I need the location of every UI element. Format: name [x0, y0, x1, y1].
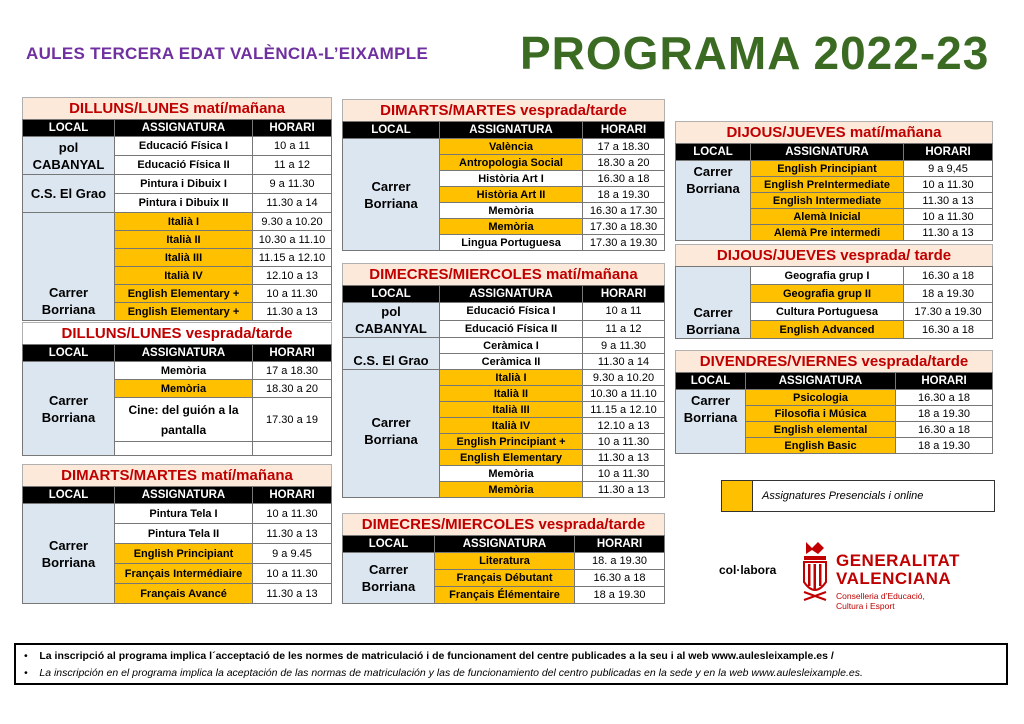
col-assig: ASSIGNATURA [440, 286, 583, 303]
time: 10 a 11 [253, 137, 332, 156]
subject: English PreIntermediate [751, 177, 904, 193]
logo-name-1: GENERALITAT [836, 551, 960, 570]
time: 10 a 11.30 [583, 434, 665, 450]
block-title: DIVENDRES/VIERNES vesprada/tarde [675, 350, 993, 372]
time: 9.30 a 10.20 [253, 213, 332, 231]
local-cell: Carrer Borriana [343, 370, 440, 498]
col-horari: HORARI [896, 373, 993, 390]
subject: Pintura i Dibuix II [115, 194, 253, 213]
block-title: DIJOUS/JUEVES vesprada/ tarde [675, 244, 993, 266]
block-title: DIMARTS/MARTES vesprada/tarde [342, 99, 665, 121]
subject: English Elementary + [115, 285, 253, 303]
block-dilluns-mati [22, 97, 332, 321]
col-assig: ASSIGNATURA [440, 122, 583, 139]
time: 17.30 a 18.30 [583, 219, 665, 235]
subject: English Basic [746, 438, 896, 454]
block-dimecres-vesprada [342, 513, 665, 604]
subject: Italià I [440, 370, 583, 386]
subject: Cine: del guión a la pantalla [115, 398, 253, 442]
time: 10 a 11 [583, 303, 665, 321]
local-cell: Carrer Borriana [23, 362, 115, 456]
time: 17 a 18.30 [253, 362, 332, 380]
legend-text: Assignatures Presencials i online [762, 490, 924, 502]
time: 10.30 a 11.10 [253, 231, 332, 249]
col-local: LOCAL [23, 487, 115, 504]
col-horari: HORARI [904, 144, 993, 161]
subject: Français Intermédiaire [115, 564, 253, 584]
block-dijous-mati [675, 121, 993, 241]
subject: Français Avancé [115, 584, 253, 604]
subject: English Principiant + [440, 434, 583, 450]
col-local: LOCAL [343, 536, 435, 553]
local-cell: Carrer Borriana [676, 267, 751, 339]
subject: Memòria [115, 380, 253, 398]
block-title: DIMARTS/MARTES matí/mañana [22, 464, 332, 486]
subject: València [440, 139, 583, 155]
subject: Français Élémentaire [435, 587, 575, 604]
col-local: LOCAL [676, 144, 751, 161]
block-dimarts-vesprada [342, 99, 665, 251]
time: 9 a 9.45 [253, 544, 332, 564]
time: 16.30 a 18 [896, 422, 993, 438]
col-horari: HORARI [253, 487, 332, 504]
col-horari: HORARI [253, 345, 332, 362]
footer-line-ca: La inscripció al programa implica l´acceptació de les normes de matriculació i de funcionament del centre publicades a la seu i al web www.aulesleixample.es / [39, 650, 834, 662]
time: 18 a 19.30 [904, 285, 993, 303]
block-title: DIMECRES/MIERCOLES matí/mañana [342, 263, 665, 285]
time: 10 a 11.30 [904, 209, 993, 225]
time: 16.30 a 17.30 [583, 203, 665, 219]
time: 9 a 11.30 [253, 175, 332, 194]
local-cell: Carrer Borriana [676, 390, 746, 454]
time: 12.10 a 13 [583, 418, 665, 434]
block-dijous-vesprada [675, 244, 993, 339]
subject: Italià III [440, 402, 583, 418]
time: 18. a 19.30 [575, 553, 665, 570]
time: 10 a 11.30 [583, 466, 665, 482]
col-assig: ASSIGNATURA [746, 373, 896, 390]
time: 10.30 a 11.10 [583, 386, 665, 402]
program-title: PROGRAMA 2022-23 [520, 27, 990, 79]
time: 11.30 a 14 [253, 194, 332, 213]
subject: Memòria [440, 219, 583, 235]
time: 10 a 11.30 [904, 177, 993, 193]
subject: Memòria [440, 466, 583, 482]
local-cell: pol CABANYAL [343, 303, 440, 338]
subject: Pintura i Dibuix I [115, 175, 253, 194]
col-horari: HORARI [575, 536, 665, 553]
subject: Geografia grup II [751, 285, 904, 303]
local-cell: C.S. El Grao [23, 175, 115, 213]
col-local: LOCAL [23, 120, 115, 137]
time: 10 a 11.30 [253, 504, 332, 524]
time: 11.15 a 12.10 [253, 249, 332, 267]
subject: Alemà Inicial [751, 209, 904, 225]
subject: English Advanced [751, 321, 904, 339]
time: 11.30 a 14 [583, 354, 665, 370]
subject: Italià I [115, 213, 253, 231]
time: 11.15 a 12.10 [583, 402, 665, 418]
subject: Italià II [440, 386, 583, 402]
block-divendres-vesprada [675, 350, 993, 454]
time: 16.30 a 18 [896, 390, 993, 406]
time: 16.30 a 18 [904, 267, 993, 285]
time: 16.30 a 18 [904, 321, 993, 339]
block-dimarts-mati [22, 464, 332, 604]
block-title: DIJOUS/JUEVES matí/mañana [675, 121, 993, 143]
col-local: LOCAL [343, 122, 440, 139]
colabora-label: col·labora [719, 563, 777, 577]
block-title: DILLUNS/LUNES vesprada/tarde [22, 322, 332, 344]
local-cell: C.S. El Grao [343, 338, 440, 370]
time: 11.30 a 13 [904, 193, 993, 209]
subject: Memòria [115, 362, 253, 380]
logo-name-2: VALENCIANA [836, 569, 952, 588]
col-horari: HORARI [583, 286, 665, 303]
subject: English Principiant [751, 161, 904, 177]
time: 11.30 a 13 [253, 303, 332, 321]
subject: Història Art II [440, 187, 583, 203]
time: 11.30 a 13 [583, 450, 665, 466]
subject: Memòria [440, 203, 583, 219]
subject: Literatura [435, 553, 575, 570]
subject: Història Art I [440, 171, 583, 187]
subject: Ceràmica I [440, 338, 583, 354]
time: 18 a 19.30 [896, 438, 993, 454]
col-horari: HORARI [583, 122, 665, 139]
subject: Antropologia Social [440, 155, 583, 171]
time: 10 a 11.30 [253, 564, 332, 584]
subject: English elemental [746, 422, 896, 438]
block-dilluns-vesprada [22, 322, 332, 456]
block-title: DILLUNS/LUNES matí/mañana [22, 97, 332, 119]
time: 18.30 a 20 [583, 155, 665, 171]
col-assig: ASSIGNATURA [435, 536, 575, 553]
footer-note [14, 643, 1008, 685]
logo-sub-1: Conselleria d’Educació, [836, 591, 925, 601]
subject: Educació Física I [115, 137, 253, 156]
block-dimecres-mati [342, 263, 665, 498]
local-cell: Carrer Borriana [23, 504, 115, 604]
col-assig: ASSIGNATURA [751, 144, 904, 161]
subject: Italià III [115, 249, 253, 267]
time: 9 a 9,45 [904, 161, 993, 177]
subject: Alemà Pre intermedi [751, 225, 904, 241]
generalitat-emblem-icon [800, 540, 830, 606]
time: 17.30 a 19 [253, 398, 332, 442]
col-horari: HORARI [253, 120, 332, 137]
subject: English Elementary + [115, 303, 253, 321]
subject: Educació Física II [440, 320, 583, 338]
subject: English Elementary [440, 450, 583, 466]
bullet-icon: • [24, 650, 40, 662]
col-assig: ASSIGNATURA [115, 487, 253, 504]
time: 10 a 11.30 [253, 285, 332, 303]
time: 11.30 a 13 [253, 584, 332, 604]
legend-swatch [722, 481, 753, 511]
time: 11.30 a 13 [253, 524, 332, 544]
generalitat-logo [800, 540, 990, 610]
subject: Geografia grup I [751, 267, 904, 285]
subject: Educació Física I [440, 303, 583, 321]
col-local: LOCAL [343, 286, 440, 303]
local-cell: Carrer Borriana [343, 553, 435, 604]
time: 18.30 a 20 [253, 380, 332, 398]
bullet-icon: • [24, 667, 40, 679]
subject: Italià IV [115, 267, 253, 285]
footer-line-es: La inscripción en el programa implica la aceptación de las normas de matriculación y las de funcionamiento del centro publicadas en la sede y en la web www.aulesleixample.es. [39, 667, 863, 679]
subject: Filosofia i Música [746, 406, 896, 422]
time: 18 a 19.30 [583, 187, 665, 203]
subject: Ceràmica II [440, 354, 583, 370]
subject: Lingua Portuguesa [440, 235, 583, 251]
col-assig: ASSIGNATURA [115, 345, 253, 362]
subject: English Intermediate [751, 193, 904, 209]
time: 18 a 19.30 [896, 406, 993, 422]
time: 11 a 12 [253, 156, 332, 175]
subject: Italià II [115, 231, 253, 249]
time: 9.30 a 10.20 [583, 370, 665, 386]
block-title: DIMECRES/MIERCOLES vesprada/tarde [342, 513, 665, 535]
local-cell: Carrer Borriana [343, 139, 440, 251]
col-local: LOCAL [676, 373, 746, 390]
time: 17.30 a 19.30 [904, 303, 993, 321]
time: 12.10 a 13 [253, 267, 332, 285]
time: 16.30 a 18 [575, 570, 665, 587]
col-assig: ASSIGNATURA [115, 120, 253, 137]
subject: Pintura Tela I [115, 504, 253, 524]
subject: Cultura Portuguesa [751, 303, 904, 321]
subject: English Principiant [115, 544, 253, 564]
col-local: LOCAL [23, 345, 115, 362]
time: 16.30 a 18 [583, 171, 665, 187]
legend [721, 480, 995, 512]
logo-sub-2: Cultura i Esport [836, 601, 895, 611]
subject: Italià IV [440, 418, 583, 434]
local-cell: Carrer Borriana [23, 213, 115, 321]
local-cell: Carrer Borriana [676, 161, 751, 241]
subject: Educació Física II [115, 156, 253, 175]
local-cell: pol CABANYAL [23, 137, 115, 175]
program-subtitle: AULES TERCERA EDAT VALÈNCIA-L’EIXAMPLE [26, 44, 429, 63]
time: 18 a 19.30 [575, 587, 665, 604]
subject: Memòria [440, 482, 583, 498]
time: 11.30 a 13 [904, 225, 993, 241]
time: 11 a 12 [583, 320, 665, 338]
time: 9 a 11.30 [583, 338, 665, 354]
subject: Pintura Tela II [115, 524, 253, 544]
time: 17 a 18.30 [583, 139, 665, 155]
subject: Psicologia [746, 390, 896, 406]
time: 17.30 a 19.30 [583, 235, 665, 251]
time: 11.30 a 13 [583, 482, 665, 498]
subject: Français Débutant [435, 570, 575, 587]
